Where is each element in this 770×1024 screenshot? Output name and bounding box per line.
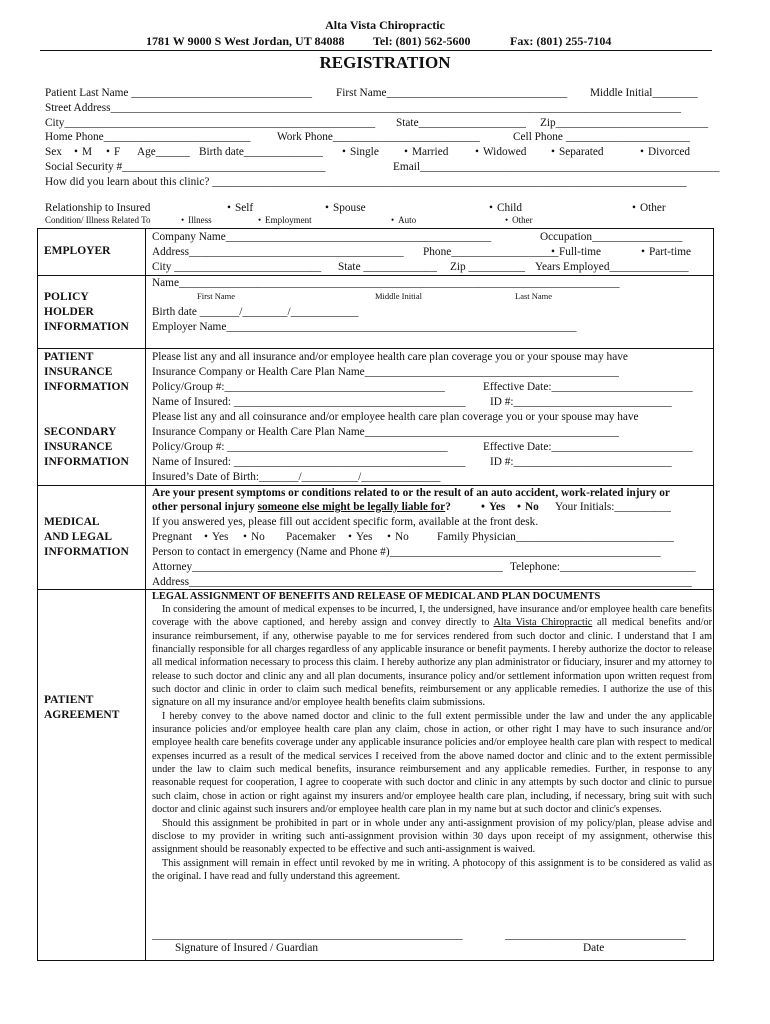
patient-first-name-field[interactable]: First Name________________________________ (336, 87, 568, 99)
agreement-text (152, 603, 712, 883)
state-field[interactable]: State___________________ (396, 117, 526, 129)
sex-f-option[interactable]: • F (106, 145, 120, 160)
signature-line[interactable]: _______________________________________________________ (152, 929, 463, 941)
patient-last-name-field[interactable]: Patient Last Name ________________________________ (45, 87, 313, 99)
condition-illness-option[interactable]: • Illness (181, 214, 212, 226)
secondary-id-field[interactable]: ID #:____________________________ (490, 456, 672, 468)
accident-question-line1: Are your present symptoms or conditions related to or the result of an auto accident, work-related injury or (152, 487, 670, 499)
attorney-telephone-field[interactable]: Telephone:________________________ (510, 561, 696, 573)
pregnant-label: Pregnant (152, 531, 193, 543)
agreement-p1-start: In considering the amount of medical expenses to be incurred, I, the undersigned, have insurance and/or employee health care benefits coverage with the above captioned, and hereby assign and convey directly to (152, 604, 712, 629)
condition-auto-option[interactable]: • Auto (391, 214, 416, 226)
ssn-field[interactable]: Social Security #____________________________________ (45, 161, 326, 173)
pacemaker-no-option[interactable]: • No (387, 530, 409, 545)
question-mark: ? (445, 501, 451, 513)
initials-field[interactable]: Your Initials:__________ (555, 501, 671, 513)
insured-dob-field[interactable]: Insured’s Date of Birth:_______/__________/______________ (152, 471, 441, 483)
sex-m-option[interactable]: • M (74, 145, 92, 160)
separated-option[interactable]: • Separated (551, 145, 604, 160)
secondary-insurance-section-label: SECONDARY INSURANCE INFORMATION (44, 426, 129, 468)
clinic-phone: Tel: (801) 562-5600 (373, 34, 471, 48)
policy-group-field[interactable]: Policy/Group #:_______________________________________ (152, 381, 445, 393)
city-field[interactable]: City_______________________________________________________ (45, 117, 376, 129)
attorney-address-field[interactable]: Address_________________________________________________________________________________________ (152, 576, 692, 588)
insurance-intro-text: Please list any and all insurance and/or employee health care plan coverage you or your spouse may have (152, 351, 628, 363)
condition-other-option[interactable]: • Other (505, 214, 533, 226)
employer-state-field[interactable]: State _____________ (338, 261, 437, 273)
divorced-option[interactable]: • Divorced (640, 145, 690, 160)
part-time-option[interactable]: • Part-time (641, 245, 691, 260)
email-field[interactable]: Email_____________________________________________________ (393, 161, 720, 173)
policy-holder-name-field[interactable]: Name______________________________________________________________________________ (152, 277, 620, 289)
agreement-clinic-name: Alta Vista Chiropractic (493, 617, 593, 629)
condition-employment-option[interactable]: • Employment (258, 214, 312, 226)
pacemaker-yes-option[interactable]: • Yes (348, 530, 372, 545)
middle-initial-caption: Middle Initial (375, 291, 422, 301)
zip-field[interactable]: Zip___________________________ (540, 117, 709, 129)
clinic-fax: Fax: (801) 255-7104 (510, 34, 612, 48)
policy-holder-birth-date-field[interactable]: Birth date _______/________/____________ (152, 306, 359, 318)
accident-no-option[interactable]: • No (517, 500, 539, 515)
secondary-name-of-insured-field[interactable]: Name of Insured: _________________________________________ (152, 456, 466, 468)
patient-middle-initial-field[interactable]: Middle Initial________ (590, 87, 698, 99)
patient-agreement-section-label: PATIENT AGREEMENT (44, 694, 120, 721)
name-of-insured-field[interactable]: Name of Insured: _________________________________________ (152, 396, 466, 408)
street-address-field[interactable]: Street Address_____________________________________________________________________________________________________ (45, 102, 682, 114)
signature-label: Signature of Insured / Guardian (175, 942, 319, 954)
employer-address-field[interactable]: Address______________________________________ (152, 246, 404, 258)
clinic-address: 1781 W 9000 S West Jordan, UT 84088 (146, 34, 345, 48)
years-employed-field[interactable]: Years Employed______________ (535, 261, 689, 273)
relationship-self-option[interactable]: • Self (227, 201, 253, 216)
policy-holder-section-label: POLICY HOLDER INFORMATION (44, 291, 129, 333)
relationship-spouse-option[interactable]: • Spouse (325, 201, 366, 216)
agreement-paragraph-1 (152, 603, 712, 710)
accident-yes-option[interactable]: • Yes (481, 500, 505, 515)
clinic-name: Alta Vista Chiropractic (325, 18, 445, 32)
accident-question-line2 (152, 500, 451, 515)
sex-label: Sex (45, 146, 62, 158)
cell-phone-field[interactable]: Cell Phone ______________________ (513, 131, 690, 143)
how-learn-field[interactable]: How did you learn about this clinic? ____________________________________________________________________________________ (45, 176, 687, 188)
family-physician-field[interactable]: Family Physician____________________________ (437, 531, 674, 543)
last-name-caption: Last Name (515, 291, 553, 301)
effective-date-field[interactable]: Effective Date:_________________________ (483, 381, 693, 393)
work-phone-field[interactable]: Work Phone__________________________ (277, 131, 480, 143)
pregnant-no-option[interactable]: • No (243, 530, 265, 545)
agreement-p1-end: all medical benefits and/or insurance reimbursement, if any, otherwise payable to me for services rendered from such doctor and clinic. I understand that I am financially responsible for all charges regardless of any applicable insurance or benefit payments. I hereby authorize the doctor to release all medical information necessary to process this claim. I hereby authorize any plan administrator or fiduciary, insurer and my attorney to release to such doctor and clinic any and all plan documents, insurance policy and/or settlement information upon written request from such doctor and clinic in order to claim such medical benefits, reimbursement or any applicable remedies. I authorize the use of this signature on all my insurance and/or employee health benefits claim submissions. (152, 617, 712, 709)
legally-liable-text: someone else might be legally liable for (257, 501, 446, 513)
employer-company-field[interactable]: Company Name_______________________________________________ (152, 231, 492, 243)
date-line[interactable]: ________________________________ (505, 929, 686, 941)
married-option[interactable]: • Married (404, 145, 448, 160)
employer-phone-field[interactable]: Phone___________________ (423, 246, 559, 258)
date-label: Date (583, 942, 605, 954)
relationship-child-option[interactable]: • Child (489, 201, 522, 216)
condition-label: Condition/ Illness Related To (45, 215, 151, 225)
first-name-caption: First Name (197, 291, 236, 301)
agreement-paragraph-2: I hereby convey to the above named doctor and clinic to the full extent permissible under the law and under the any applicable insurance policies and/or employee health care plan any claim, chose in action, or other right I may have to such insurance and/or employee health care benefits coverage under any applicable insurance policies and/or employee health care plan with respect to medical expenses incurred as a result of the medical services I received from the above named doctor and clinic and to the extent permissible under the law to claim such medical benefits, insurance reimbursement and any applicable remedies. Further, in response to any reasonable request for cooperation, I agree to cooperate with such doctor and clinic in any attempts by such doctor and clinic to pursue such claim, chose in action or right against my insurers and/or employee health care plan, including, if necessary, bring suit with such doctor and clinic against such insurers and/or employee health care plan in my name but at such doctor and clinic's expenses. (152, 710, 712, 816)
medical-legal-section-label: MEDICAL AND LEGAL INFORMATION (44, 516, 129, 558)
birth-date-field[interactable]: Birth date______________ (199, 146, 323, 158)
emergency-contact-field[interactable]: Person to contact in emergency (Name and Phone #)________________________________________________ (152, 546, 661, 558)
pacemaker-label: Pacemaker (286, 531, 336, 543)
patient-insurance-section-label: PATIENT INSURANCE INFORMATION (44, 351, 129, 393)
secondary-intro-text: Please list any and all coinsurance and/or employee health care plan coverage you or your spouse may have (152, 411, 639, 423)
agreement-paragraph-4: This assignment will remain in effect until revoked by me in writing. A photocopy of this assignment is to be considered as valid as the original. I have read and fully understand this agreement. (152, 857, 712, 882)
employer-section-label: EMPLOYER (44, 245, 111, 257)
home-phone-field[interactable]: Home Phone__________________________ (45, 131, 251, 143)
secondary-effective-date-field[interactable]: Effective Date:_________________________ (483, 441, 693, 453)
attorney-field[interactable]: Attorney_______________________________________________________ (152, 561, 503, 573)
employer-city-field[interactable]: City __________________________ (152, 261, 322, 273)
label-column-divider (145, 228, 146, 961)
employer-occupation-field[interactable]: Occupation________________ (540, 231, 683, 243)
relationship-label: Relationship to Insured (45, 202, 151, 214)
header-rule (40, 50, 712, 51)
insurance-id-field[interactable]: ID #:____________________________ (490, 396, 672, 408)
page-title: REGISTRATION (319, 53, 451, 72)
insurance-company-field[interactable]: Insurance Company or Health Care Plan Name_____________________________________________ (152, 366, 619, 378)
widowed-option[interactable]: • Widowed (475, 145, 526, 160)
policy-holder-employer-field[interactable]: Employer Name______________________________________________________________ (152, 321, 577, 333)
full-time-option[interactable]: • Full-time (551, 245, 601, 260)
secondary-policy-group-field[interactable]: Policy/Group #: _______________________________________ (152, 441, 448, 453)
pregnant-yes-option[interactable]: • Yes (204, 530, 228, 545)
accident-question-prefix: other personal injury (152, 501, 255, 513)
employer-zip-field[interactable]: Zip __________ (450, 261, 525, 273)
age-field[interactable]: Age______ (137, 146, 190, 158)
single-option[interactable]: • Single (342, 145, 379, 160)
row-divider (37, 348, 714, 349)
agreement-heading: LEGAL ASSIGNMENT OF BENEFITS AND RELEASE OF MEDICAL AND PLAN DOCUMENTS (152, 591, 601, 602)
if-yes-note: If you answered yes, please fill out accident specific form, available at the front desk. (152, 516, 539, 528)
agreement-paragraph-3: Should this assignment be prohibited in part or in whole under any anti-assignment provision of my policy/plan, please advise and disclose to my provider in writing such anti-assignment provision within 30 days upon receipt of my assignment, otherwise this assignment should be reasonably expected to be effective and such anti-assignment is waived. (152, 817, 712, 856)
relationship-other-option[interactable]: • Other (632, 201, 666, 216)
secondary-company-field[interactable]: Insurance Company or Health Care Plan Name_____________________________________________ (152, 426, 619, 438)
